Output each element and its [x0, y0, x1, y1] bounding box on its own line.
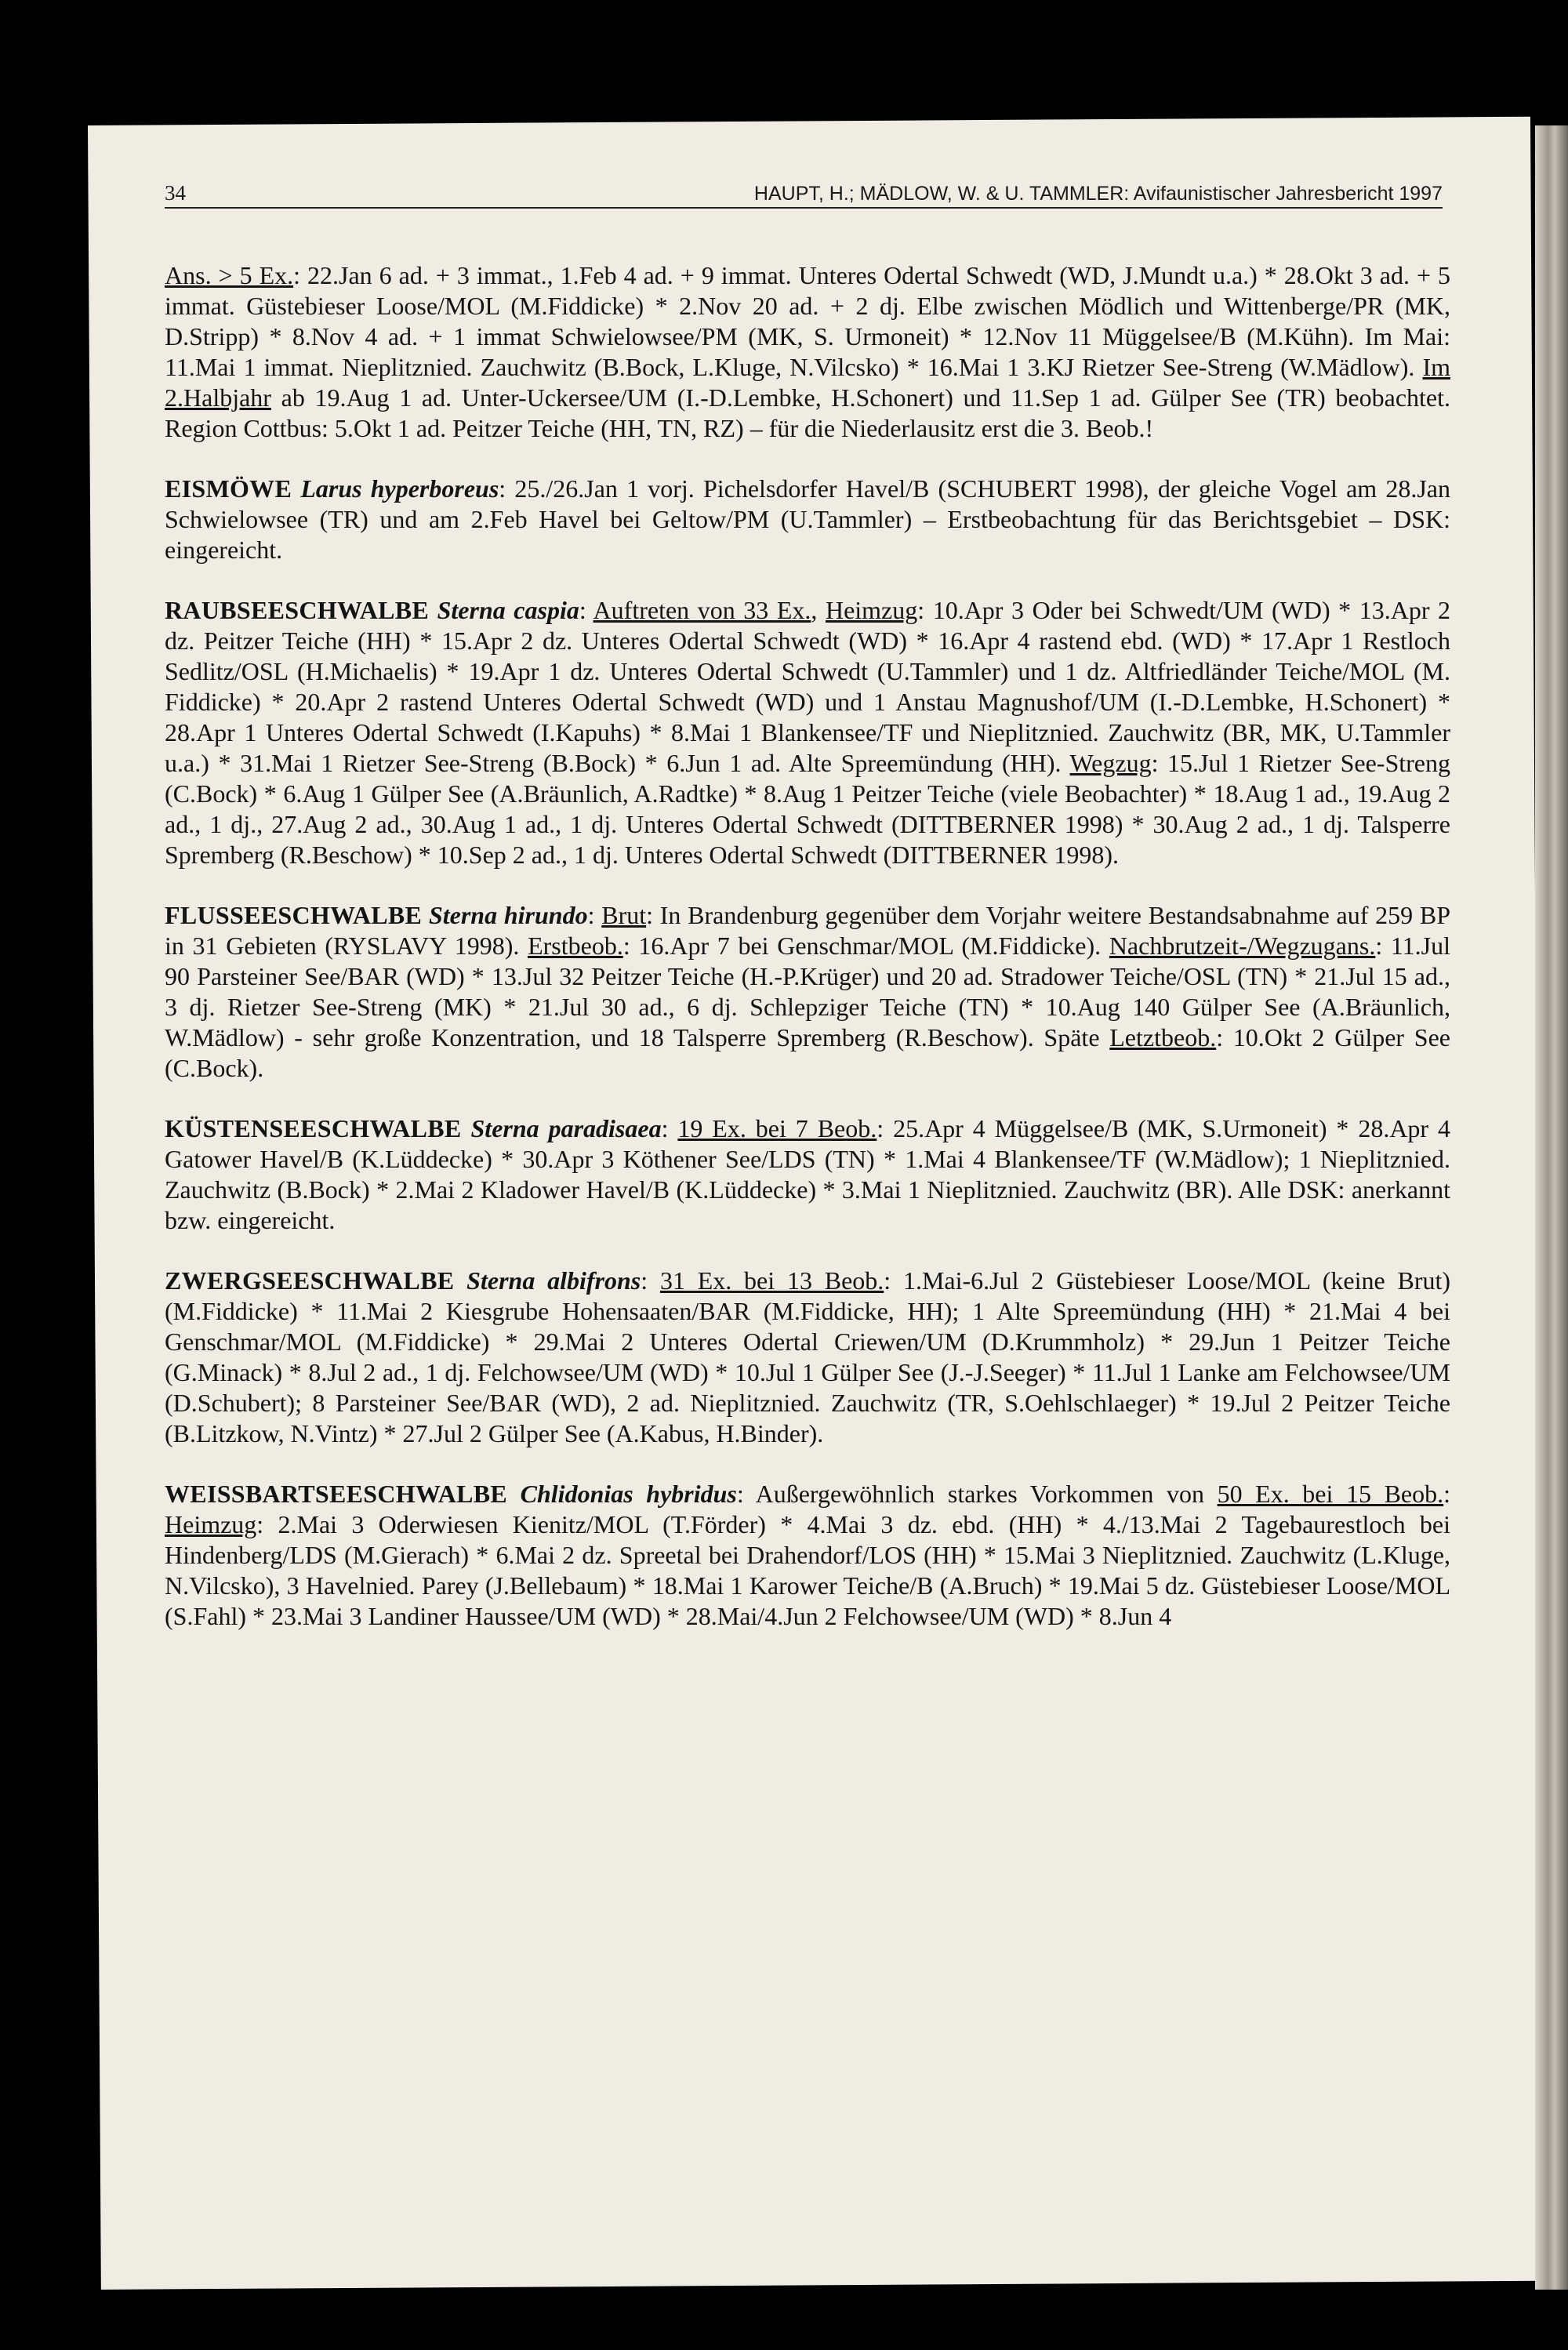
species-name: KÜSTENSEESCHWALBE — [165, 1114, 462, 1142]
species-name: RAUBSEESCHWALBE — [165, 596, 430, 624]
entry-text: : 10.Apr 3 Oder bei Schwedt/UM (WD) * 13.Apr 2 dz. Peitzer Teiche (HH) * 15.Apr 2 dz. Unteres Odertal Schwedt (WD) * 16.Apr 4 rastend ebd. (WD) * 17.Apr 1 Restloch Sedlitz/OSL (H.Michaelis) * 19.Apr 1 dz. Unteres Odertal Schwedt (U.Tammler) und 1 dz. Altfriedländer Teiche/MOL (M. Fiddicke) * 20.Apr 2 rastend Unteres Odertal Schwedt (WD) und 1 Anstau Magnushof/UM (I.-D.Lembke, H.Schonert) * 28.Apr 1 Unteres Odertal Schwedt (I.Kapuhs) * 8.Mai 1 Blankensee/TF und Nieplitznied. Zauchwitz (BR, MK, U.Tammler u.a.) * 31.Mai 1 Rietzer See-Streng (B.Bock) * 6.Jun 1 ad. Alte Spreemündung (HH). — [165, 596, 1451, 777]
intro-label: Ans. > 5 Ex. — [165, 261, 294, 289]
page-number: 34 — [165, 181, 186, 205]
running-title: HAUPT, H.; MÄDLOW, W. & U. TAMMLER: Avifaunistischer Jahresbericht 1997 — [753, 183, 1443, 205]
entry-label: Wegzug — [1069, 749, 1152, 777]
entry-kuestenseeschwalbe: KÜSTENSEESCHWALBE Sterna paradisaea: 19 Ex. bei 7 Beob.: 25.Apr 4 Müggelsee/B (MK, S.Urmoneit) * 28.Apr 4 Gatower Havel/B (K.Lüddecke) * 30.Apr 3 Köthener See/LDS (TN) * 1.Mai 4 Blankensee/TF (W.Mädlow); 1 Nieplitznied. Zauchwitz (B.Bock) * 2.Mai 2 Kladower Havel/B (K.Lüddecke) * 3.Mai 1 Nieplitznied. Zauchwitz (BR). Alle DSK: anerkannt bzw. eingereicht. — [165, 1114, 1450, 1234]
entry-text: : 25.Apr 4 Müggelsee/B (MK, S.Urmoneit) * 28.Apr 4 Gatower Havel/B (K.Lüddecke) * 30.Apr 3 Köthener See/LDS (TN) * 1.Mai 4 Blankensee/TF (W.Mädlow); 1 Nieplitznied. Zauchwitz (B.Bock) * 2.Mai 2 Kladower Havel/B (K.Lüddecke) * 3.Mai 1 Nieplitznied. Zauchwitz (BR). Alle DSK: anerkannt bzw. eingereicht. — [165, 1114, 1450, 1234]
species-name: EISMÖWE — [165, 474, 292, 503]
main-text — [165, 260, 1450, 1662]
entry-label: 50 Ex. bei 15 Beob. — [1217, 1480, 1444, 1508]
page-edge — [1535, 125, 1568, 2290]
entry-text: : 11.Jul 90 Parsteiner See/BAR (WD) * 13.Jul 32 Peitzer Teiche (H.-P.Krüger) und 20 ad. Stradower Teiche/OSL (TN) * 21.Jul 15 ad., 3 dj. Rietzer See-Streng (MK) * 21.Jul 30 ad., 6 dj. Schlepziger Teiche (TN) * 10.Aug 140 Gülper See (A.Bräunlich, W.Mädlow) - sehr große Konzentration, und 18 Talsperre Spremberg (R.Beschow). Späte — [165, 932, 1451, 1052]
entry-label: Erstbeob. — [528, 932, 623, 960]
running-header — [165, 163, 1443, 209]
entry-herring-gull-continued — [165, 260, 1450, 444]
entry-weissbartseeschwalbe — [165, 1479, 1450, 1632]
entry-label: 31 Ex. bei 13 Beob. — [659, 1266, 884, 1295]
scientific-name: Sterna paradisaea — [470, 1114, 662, 1142]
species-name: FLUSSEESCHWALBE — [165, 901, 423, 929]
entry-eismoewe — [165, 474, 1450, 565]
species-name: WEISSBARTSEESCHWALBE — [165, 1480, 508, 1508]
species-name: ZWERGSEESCHWALBE — [165, 1266, 455, 1295]
entry-text: : 10.Okt 2 Gülper See (C.Bock). — [165, 1023, 1451, 1082]
entry-raubseeschwalbe: RAUBSEESCHWALBE Sterna caspia: Auftreten von 33 Ex., Heimzug: 10.Apr 3 Oder bei Schwedt/UM (WD) * 13.Apr 2 dz. Peitzer Teiche (HH) * 15.Apr 2 dz. Unteres Odertal Schwedt (WD) * 16.Apr 4 rastend ebd. (WD) * 17.Apr 1 Restloch Sedlitz/OSL (H.Michaelis) * 19.Apr 1 dz. Unteres Odertal Schwedt (U.Tammler) und 1 dz. Altfriedländer Teiche/MOL (M. Fiddicke) * 20.Apr 2 rastend Unteres Odertal Schwedt (WD) und 1 Anstau Magnushof/UM (I.-D.Lembke, H.Schonert) * 28.Apr 1 Unteres Odertal Schwedt (I.Kapuhs) * 8.Mai 1 Blankensee/TF und Nieplitznied. Zauchwitz (BR, MK, U.Tammler u.a.) * 31.Mai 1 Rietzer See-Streng (B.Bock) * 6.Jun 1 ad. Alte Spreemündung (HH). Wegzug: 15.Jul 1 Rietzer See-Streng (C.Bock) * 6.Aug 1 Gülper See (A.Bräunlich, A.Radtke) * 8.Aug 1 Peitzer Teiche (viele Beobachter) * 18.Aug 1 ad., 19.Aug 2 ad., 1 dj., 27.Aug 2 ad., 30.Aug 1 ad., 1 dj. Unteres Odertal Schwedt (DITTBERNER 1998) * 30.Aug 2 ad., 1 dj. Talsperre Spremberg (R.Beschow) * 10.Sep 2 ad., 1 dj. Unteres Odertal Schwedt (DITTBERNER 1998). — [165, 596, 1451, 869]
entry-text: : Außergewöhnlich starkes Vorkommen von — [736, 1480, 1218, 1508]
entry-text: : 2.Mai 3 Oderwiesen Kienitz/MOL (T.Förder) * 4.Mai 3 dz. ebd. (HH) * 4./13.Mai 2 Tagebaurestloch bei Hindenberg/LDS (M.Gierach) * 6.Mai 2 dz. Spreetal bei Drahendorf/LOS (HH) * 15.Mai 3 Nieplitznied. Zauchwitz (L.Kluge, N.Vilcsko), 3 Havelnied. Parey (J.Bellebaum) * 18.Mai 1 Karower Teiche/B (A.Bruch) * 19.Mai 5 dz. Güstebieser Loose/MOL (S.Fahl) * 23.Mai 3 Landiner Haussee/UM (WD) * 28.Mai/4.Jun 2 Felchowsee/UM (WD) * 8.Jun 4 — [165, 1510, 1450, 1630]
entry-label: Im 2.Halbjahr — [165, 353, 1450, 412]
entry-label: Brut — [601, 901, 647, 929]
entry-label: 19 Ex. bei 7 Beob. — [677, 1114, 877, 1142]
scientific-name: Chlidonias hybridus — [520, 1480, 737, 1508]
entry-label: Nachbrutzeit-/Wegzugans. — [1109, 932, 1376, 960]
entry-label: Letztbeob. — [1109, 1023, 1217, 1052]
entry-text: : 16.Apr 7 bei Genschmar/MOL (M.Fiddicke). — [622, 932, 1109, 960]
entry-text: : 25./26.Jan 1 vorj. Pichelsdorfer Havel/B (SCHUBERT 1998), der gleiche Vogel am 28.Jan Schwielowsee (TR) und am 2.Feb Havel bei Geltow/PM (U.Tammler) – Erstbeobachtung für das Berichtsgebiet – DSK: eingereicht. — [165, 474, 1451, 564]
entry-text: : 1.Mai-6.Jul 2 Güstebieser Loose/MOL (keine Brut) (M.Fiddicke) * 11.Mai 2 Kiesgrube Hohensaaten/BAR (M.Fiddicke, HH); 1 Alte Spreemündung (HH) * 21.Mai 4 bei Genschmar/MOL (M.Fiddicke) * 29.Mai 2 Unteres Odertal Criewen/UM (D.Krummholz) * 29.Jun 1 Peitzer Teiche (G.Minack) * 8.Jul 2 ad., 1 dj. Felchowsee/UM (WD) * 10.Jul 1 Gülper See (J.-J.Seeger) * 11.Jul 1 Lanke am Felchowsee/UM (D.Schubert); 8 Parsteiner See/BAR (WD), 2 ad. Nieplitznied. Zauchwitz (TR, S.Oehlschlaeger) * 19.Jul 2 Peitzer Teiche (B.Litzkow, N.Vintz) * 27.Jul 2 Gülper See (A.Kabus, H.Binder). — [165, 1266, 1451, 1447]
entry-text: : 15.Jul 1 Rietzer See-Streng (C.Bock) * 6.Aug 1 Gülper See (A.Bräunlich, A.Radtke) * 8.Aug 1 Peitzer Teiche (viele Beobachter) * 18.Aug 1 ad., 19.Aug 2 ad., 1 dj., 27.Aug 2 ad., 30.Aug 1 ad., 1 dj. Unteres Odertal Schwedt (DITTBERNER 1998) * 30.Aug 2 ad., 1 dj. Talsperre Spremberg (R.Beschow) * 10.Sep 2 ad., 1 dj. Unteres Odertal Schwedt (DITTBERNER 1998). — [165, 749, 1450, 869]
entry-text: ab 19.Aug 1 ad. Unter-Uckersee/UM (I.-D.Lembke, H.Schonert) und 11.Sep 1 ad. Gülper See (TR) beobachtet. Region Cottbus: 5.Okt 1 ad. Peitzer Teiche (HH, TN, RZ) – für die Niederlausitz erst die 3. Beob.! — [165, 383, 1450, 442]
entry-text: , — [811, 596, 826, 624]
entry-text: : — [1443, 1480, 1451, 1508]
entry-label: Auftreten von 33 Ex. — [593, 596, 811, 624]
entry-text: : 22.Jan 6 ad. + 3 immat., 1.Feb 4 ad. + 9 immat. Unteres Odertal Schwedt (WD, J.Mundt u.a.) * 28.Okt 3 ad. + 5 immat. Güstebieser Loose/MOL (M.Fiddicke) * 2.Nov 20 ad. + 2 dj. Elbe zwischen Mödlich und Wittenberge/PR (MK, D.Stripp) * 8.Nov 4 ad. + 1 immat Schwielowsee/PM (MK, S. Urmoneit) * 12.Nov 11 Müggelsee/B (M.Kühn). Im Mai: 11.Mai 1 immat. Nieplitznied. Zauchwitz (B.Bock, L.Kluge, N.Vilcsko) * 16.Mai 1 3.KJ Rietzer See-Streng (W.Mädlow). — [165, 261, 1450, 381]
scientific-name: Sterna albifrons — [466, 1266, 641, 1295]
scientific-name: Sterna hirundo — [428, 901, 588, 929]
entry-flussseeschwalbe: FLUSSEESCHWALBE Sterna hirundo: Brut: In Brandenburg gegenüber dem Vorjahr weitere Bestandsabnahme auf 259 BP in 31 Gebieten (RYSLAVY 1998). Erstbeob.: 16.Apr 7 bei Genschmar/MOL (M.Fiddicke). Nachbrutzeit-/Wegzugans.: 11.Jul 90 Parsteiner See/BAR (WD) * 13.Jul 32 Peitzer Teiche (H.-P.Krüger) und 20 ad. Stradower Teiche/OSL (TN) * 21.Jul 15 ad., 3 dj. Rietzer See-Streng (MK) * 21.Jul 30 ad., 6 dj. Schlepziger Teiche (TN) * 10.Aug 140 Gülper See (A.Bräunlich, W.Mädlow) - sehr große Konzentration, und 18 Talsperre Spremberg (R.Beschow). Späte Letztbeob.: 10.Okt 2 Gülper See (C.Bock). — [165, 901, 1451, 1082]
entry-label: Heimzug — [825, 596, 918, 624]
scientific-name: Sterna caspia — [437, 596, 579, 624]
entry-zwergseeschwalbe: ZWERGSEESCHWALBE Sterna albifrons: 31 Ex. bei 13 Beob.: 1.Mai-6.Jul 2 Güstebieser Loose/MOL (keine Brut) (M.Fiddicke) * 11.Mai 2 Kiesgrube Hohensaaten/BAR (M.Fiddicke, HH); 1 Alte Spreemündung (HH) * 21.Mai 4 bei Genschmar/MOL (M.Fiddicke) * 29.Mai 2 Unteres Odertal Criewen/UM (D.Krummholz) * 29.Jun 1 Peitzer Teiche (G.Minack) * 8.Jul 2 ad., 1 dj. Felchowsee/UM (WD) * 10.Jul 1 Gülper See (J.-J.Seeger) * 11.Jul 1 Lanke am Felchowsee/UM (D.Schubert); 8 Parsteiner See/BAR (WD), 2 ad. Nieplitznied. Zauchwitz (TR, S.Oehlschlaeger) * 19.Jul 2 Peitzer Teiche (B.Litzkow, N.Vintz) * 27.Jul 2 Gülper See (A.Kabus, H.Binder). — [165, 1266, 1451, 1447]
entry-label: Heimzug — [165, 1510, 257, 1538]
scientific-name: Larus hyperboreus — [300, 474, 499, 503]
entry-text: : In Brandenburg gegenüber dem Vorjahr weitere Bestandsabnahme auf 259 BP in 31 Gebieten (RYSLAVY 1998). — [165, 901, 1451, 960]
